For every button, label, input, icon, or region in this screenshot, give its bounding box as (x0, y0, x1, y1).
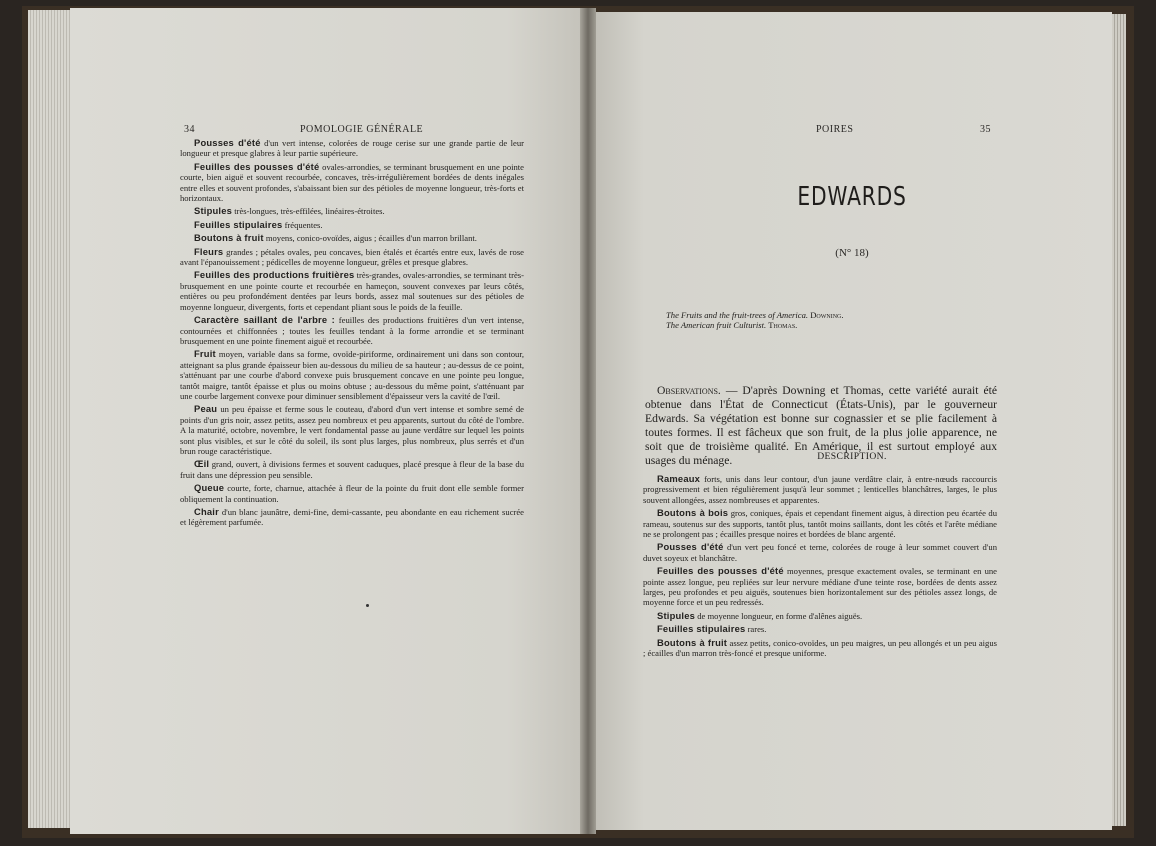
reference-title: The American fruit Culturist. (666, 320, 767, 330)
paragraph (643, 542, 997, 563)
entry-term: Chair (194, 506, 219, 517)
variety-title: EDWARDS (797, 182, 907, 212)
book-gutter (580, 8, 596, 834)
paragraph (180, 247, 524, 268)
entry-term: Stipules (657, 609, 696, 621)
entry-text: fréquentes. (282, 219, 323, 230)
entry-text: moyens, conico-ovoïdes, aigus ; écailles d'un marron brillant. (263, 233, 477, 244)
entry-text: d'un vert peu foncé et terne, colorées de rouge à leur sommet couvert d'un duvet soyeux et blanchâtre. (643, 542, 997, 563)
entry-term: Feuilles des productions fruitières (194, 269, 355, 281)
paragraph (180, 459, 524, 480)
paragraph (180, 270, 524, 312)
paragraph (180, 220, 524, 230)
left-text-column (180, 138, 524, 531)
paragraph (180, 349, 524, 401)
entry-text: courte, forte, charnue, attachée à fleur de la pointe du fruit dont elle semble former obliquement la continuation. (180, 483, 524, 504)
entry-term: Boutons à fruit (657, 636, 728, 648)
paragraph (180, 483, 524, 504)
entry-text: d'un blanc jaunâtre, demi-fine, demi-cassante, peu abondante en eau richement sucrée et légèrement parfumée. (180, 507, 524, 528)
printer-mark (366, 604, 369, 607)
reference-line (666, 310, 844, 320)
entry-text: assez petits, conico-ovoïdes, un peu maigres, un peu allongés et un peu aigus ; écailles d'un marron très-foncé et presque uniforme. (643, 637, 997, 659)
entry-text: feuilles des productions fruitières d'un vert intense, contournées et chiffonnées ; toutes les feuilles tendant à la forme arrondie et se terminant brusquement en une pointe finement aiguë et recourbée. (180, 315, 524, 346)
entry-text: rares. (745, 624, 767, 635)
reference-title: The Fruits and the fruit-trees of America. (666, 310, 809, 320)
entry-text: un peu épaisse et ferme sous le couteau, d'abord d'un vert intense et sombre semé de points d'un gris noir, assez petits, assez peu nombreux et peu apparents, surtout du côté de l'ombre. A la maturité, octobre, novembre, le vert fondamental passe au jaune verdâtre sur lequel les points sont plus visibles, et sur le côté du soleil, ils sont plus larges, plus nombreux, plus serrés et d'un brun rouge caractéristique. (180, 404, 524, 456)
entry-text: grand, ouvert, à divisions fermes et souvent caduques, placé presque à fleur de la base du fruit dans une dépression peu sensible. (180, 459, 524, 480)
paragraph (180, 162, 524, 204)
left-running-head: POMOLOGIE GÉNÉRALE (300, 124, 424, 135)
entry-term: Caractère saillant de l'arbre : (194, 314, 335, 326)
paragraph (643, 474, 997, 505)
right-text-column (643, 474, 997, 662)
entry-term: Peau (194, 403, 218, 415)
entry-text: grandes ; pétales ovales, peu concaves, bien étalés et écartés entre eux, lavés de rose avant l'épanouissement ; pédicelles de moyenne longueur, grêles et presque glabres. (180, 246, 524, 268)
entry-text: très-grandes, ovales-arrondies, se terminant très-brusquement en une pointe courte et recourbée en hameçon, souvent convexes par leurs côtés, entières ou peu profondément dentées par leurs bords, assez mal soutenues sur des pétioles de moyenne longueur, divergents, forts et cependant pliant sous le poids de la feuille. (180, 270, 524, 312)
observations-text: — D'après Downing et Thomas, cette variété aurait été obtenue dans l'État de Connecticut (États-Unis), par le gouverneur Edwards. Sa végétation est bonne sur cognassier et se plie facilement à toutes formes. Il est fâcheux que son fruit, de la plus jolie apparence, ne soit que de troisième qualité. En Amérique, il est surtout employé aux usages du ménage. (645, 384, 997, 467)
entry-term: Fleurs (194, 245, 224, 257)
entry-text: moyennes, presque exactement ovales, se terminant en une pointe assez longue, peu repliées sur leur nervure médiane d'une teinte rose, bordées de dents assez larges, peu profondes et peu aiguës, soutenues bien horizontalement sur des pétioles assez longs, de moyenne force et un peu redressés. (643, 566, 997, 608)
entry-term: Œil (194, 458, 210, 470)
entry-term: Fruit (194, 348, 216, 360)
right-running-head: POIRES (816, 124, 854, 135)
reference-author: Downing. (810, 310, 844, 320)
entry-term: Pousses d'été (194, 137, 261, 148)
paragraph (180, 404, 524, 456)
entry-term: Feuilles stipulaires (194, 218, 283, 230)
entry-term: Stipules (194, 205, 233, 217)
references (666, 310, 844, 330)
entry-term: Feuilles des pousses d'été (657, 565, 784, 577)
entry-term: Queue (194, 482, 225, 494)
entry-text: très-longues, très-effilées, linéaires-étroites. (232, 206, 385, 217)
entry-term: Pousses d'été (657, 541, 724, 553)
entry-term: Feuilles stipulaires (657, 623, 746, 635)
entry-text: moyen, variable dans sa forme, ovoïde-piriforme, ordinairement uni dans son contour, atteignant sa plus grande épaisseur bien au-dessous du milieu de sa hauteur ; au-dessus de ce point, s'atténuant par une courbe d'abord convexe puis brusquement concave en une pointe peu longue, tantôt maigre, tantôt épaisse et plus ou moins obtuse ; au-dessous du même point, s'atténuant par une courbe largement convexe pour diminuer sensiblement d'épaisseur vers la cavité de l'œil. (180, 349, 524, 401)
entry-term: Feuilles des pousses d'été (194, 160, 320, 172)
entry-text: d'un vert intense, colorées de rouge cerise sur une grande partie de leur longueur et presque glabres à leur partie supérieure. (180, 138, 524, 159)
entry-term: Rameaux (657, 473, 701, 484)
paragraph (643, 508, 997, 539)
entry-term: Boutons à bois (657, 507, 729, 519)
paragraph (643, 611, 997, 621)
paragraph (643, 624, 997, 634)
paragraph (643, 566, 997, 608)
entry-term: Boutons à fruit (194, 232, 264, 244)
entry-text: de moyenne longueur, en forme d'alênes aiguës. (695, 610, 863, 621)
description-heading: DESCRIPTION. (817, 451, 887, 462)
left-page-number: 34 (184, 124, 195, 135)
page-edges-left (28, 10, 76, 828)
paragraph (180, 315, 524, 346)
entry-text: forts, unis dans leur contour, d'un jaune verdâtre clair, à entre-nœuds raccourcis progressivement et bien régulièrement jusqu'à leur sommet ; lenticelles blanchâtres, larges, le plus souvent allongées, assez nombreuses et apparentes. (643, 474, 997, 505)
variety-number: (N° 18) (835, 247, 869, 259)
paragraph (180, 206, 524, 216)
reference-author: Thomas. (768, 320, 798, 330)
reference-line (666, 320, 844, 330)
paragraph (180, 507, 524, 528)
observations-label: Observations. (657, 384, 721, 397)
paragraph (643, 638, 997, 659)
entry-text: gros, coniques, épais et cependant finement aigus, à direction peu écartée du rameau, soutenus sur des supports, tantôt plus, tantôt moins saillants, dont les côtés et l'arête médiane ne se prolongent pas ; écailles presque noires et bordées de blanc argenté. (643, 508, 997, 540)
right-page-number: 35 (980, 124, 991, 135)
entry-text: ovales-arrondies, se terminant brusquement en une pointe courte, bien aiguë et souvent recourbée, concaves, très-irrégulièrement bordées de dents inégales entre elles et souvent profondes, s'abaissant bien sur des pétioles de moyenne longueur, très-forts et horizontaux. (180, 161, 524, 204)
paragraph (180, 138, 524, 159)
paragraph (180, 233, 524, 243)
